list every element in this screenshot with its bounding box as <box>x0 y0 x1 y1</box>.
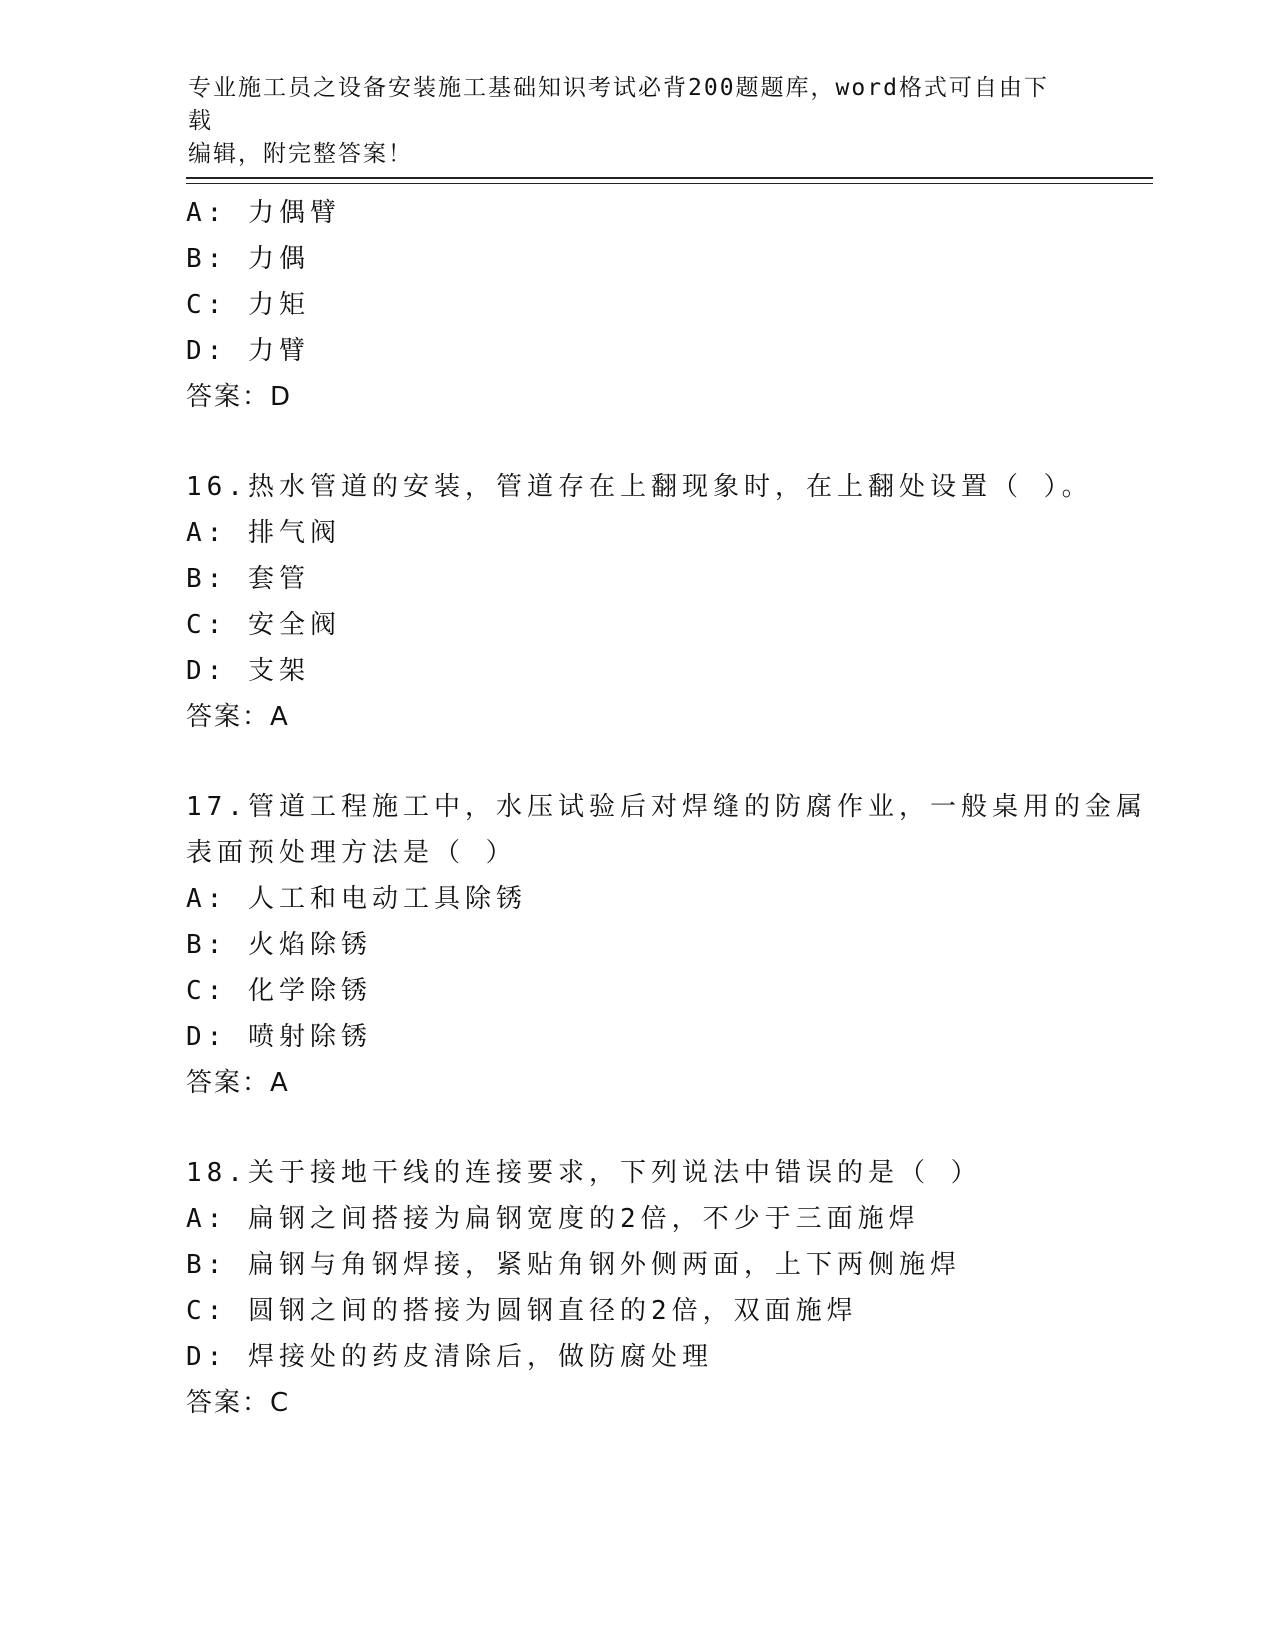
spacer <box>186 1106 1086 1150</box>
option-label: B: <box>186 244 228 274</box>
option-label: B: <box>186 1250 228 1280</box>
header-line-2: 编辑，附完整答案！ <box>188 141 413 167</box>
option-c <box>186 282 1086 328</box>
option-c <box>186 602 1086 648</box>
header-rule-thin <box>186 183 1153 184</box>
header-rule-thick <box>186 177 1153 179</box>
option-text: 圆钢之间的搭接为圆钢直径的2倍，双面施焊 <box>247 1296 858 1326</box>
question-17 <box>186 784 1147 1106</box>
option-label: D: <box>186 1022 228 1052</box>
option-label: D: <box>186 1342 228 1372</box>
question-stem: 18.关于接地干线的连接要求，下列说法中错误的是（ ） <box>186 1158 982 1188</box>
option-d <box>186 1014 1086 1060</box>
header-line-1: 专业施工员之设备安装施工基础知识考试必背200题题库，word格式可自由下载 <box>188 75 1049 134</box>
question-stem-continued: 表面预处理方法是（ ） <box>186 838 517 868</box>
option-c <box>186 968 1086 1014</box>
option-c <box>186 1288 1086 1334</box>
question-partial <box>186 190 1086 420</box>
option-b <box>186 1242 1086 1288</box>
option-label: C: <box>186 610 228 640</box>
option-label: A: <box>186 1204 228 1234</box>
option-label: C: <box>186 1296 228 1326</box>
option-label: A: <box>186 198 228 228</box>
option-b <box>186 922 1086 968</box>
option-label: B: <box>186 564 228 594</box>
option-text: 化学除锈 <box>247 976 372 1006</box>
question-content <box>186 190 1147 1426</box>
option-a <box>186 1196 1086 1242</box>
option-d <box>186 648 1086 694</box>
option-a <box>186 876 1086 922</box>
option-text: 火焰除锈 <box>247 930 372 960</box>
document-header <box>188 72 1068 171</box>
option-text: 力偶臂 <box>247 198 341 228</box>
option-label: A: <box>186 518 228 548</box>
option-b <box>186 236 1086 282</box>
answer-line: 答案：C <box>186 1388 291 1418</box>
option-a <box>186 510 1086 556</box>
option-text: 排气阀 <box>247 518 341 548</box>
option-a <box>186 190 1086 236</box>
option-text: 安全阀 <box>247 610 341 640</box>
option-text: 人工和电动工具除锈 <box>247 884 527 914</box>
option-text: 喷射除锈 <box>247 1022 372 1052</box>
option-b <box>186 556 1086 602</box>
option-label: C: <box>186 976 228 1006</box>
option-text: 焊接处的药皮清除后，做防腐处理 <box>247 1342 713 1372</box>
spacer <box>186 420 1086 464</box>
option-label: D: <box>186 336 228 366</box>
answer-line: 答案：D <box>186 382 293 412</box>
option-text: 扁钢之间搭接为扁钢宽度的2倍，不少于三面施焊 <box>247 1204 920 1234</box>
option-label: A: <box>186 884 228 914</box>
answer-line: 答案：A <box>186 702 290 732</box>
option-text: 力矩 <box>247 290 310 320</box>
question-18 <box>186 1150 1086 1426</box>
option-text: 扁钢与角钢焊接，紧贴角钢外侧两面，上下两侧施焊 <box>247 1250 961 1280</box>
question-stem: 16.热水管道的安装，管道存在上翻现象时，在上翻处设置（ ）。 <box>186 472 1093 502</box>
option-text: 力臂 <box>247 336 310 366</box>
option-text: 套管 <box>247 564 310 594</box>
answer-line: 答案：A <box>186 1068 290 1098</box>
option-label: C: <box>186 290 228 320</box>
option-text: 支架 <box>247 656 310 686</box>
option-text: 力偶 <box>247 244 310 274</box>
question-stem: 17.管道工程施工中，水压试验后对焊缝的防腐作业，一般桌用的金属 <box>186 792 1147 822</box>
spacer <box>186 740 1086 784</box>
option-label: B: <box>186 930 228 960</box>
question-16 <box>186 464 1093 740</box>
option-d <box>186 1334 1086 1380</box>
option-d <box>186 328 1086 374</box>
option-label: D: <box>186 656 228 686</box>
